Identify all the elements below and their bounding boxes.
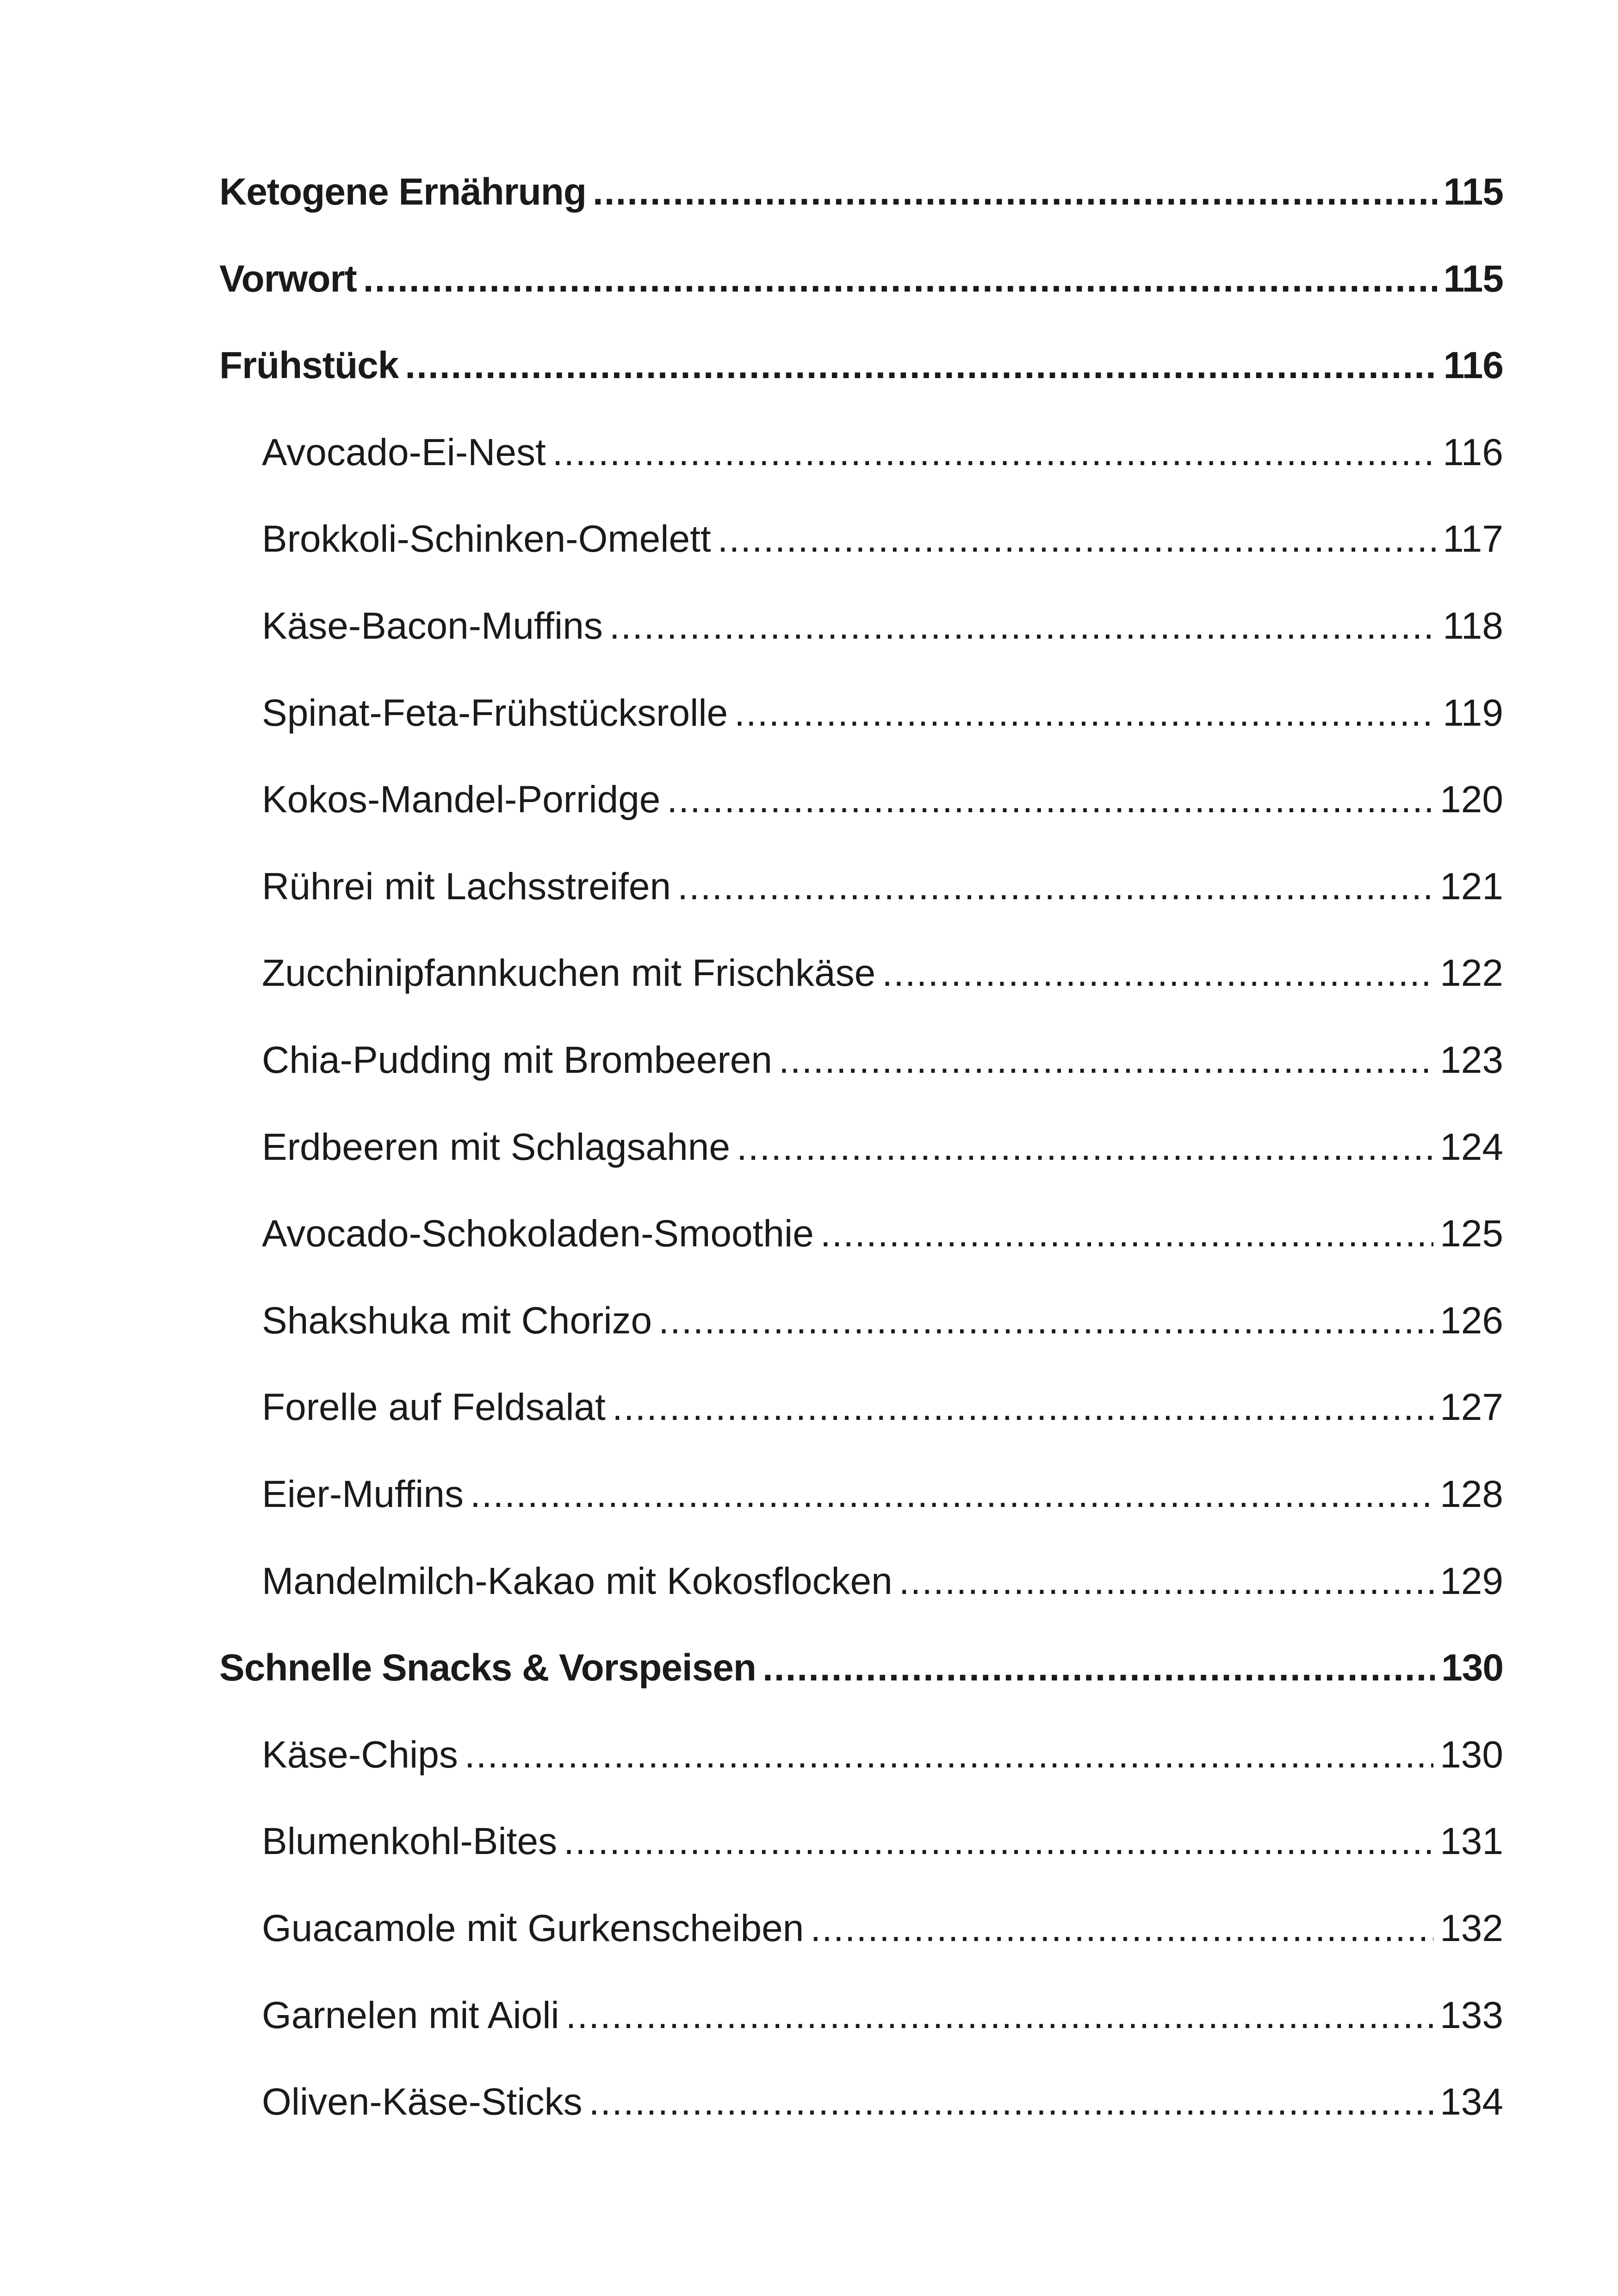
toc-recipe-entry[interactable] <box>219 685 1503 741</box>
toc-dot-leader <box>593 164 1437 220</box>
toc-dot-leader <box>552 425 1437 480</box>
toc-dot-leader <box>658 1293 1433 1349</box>
toc-dot-leader <box>612 1380 1433 1435</box>
toc-entry-page-number: 123 <box>1440 1039 1503 1081</box>
toc-chapter-entry[interactable] <box>219 251 1503 307</box>
toc-dot-leader <box>763 1640 1435 1696</box>
toc-dot-leader <box>465 1727 1433 1783</box>
toc-entry-title: Avocado-Ei-Nest <box>262 431 546 473</box>
toc-dot-leader <box>609 598 1436 654</box>
toc-entry-page-number: 116 <box>1443 344 1503 386</box>
toc-entry-page-number: 133 <box>1440 1994 1503 2036</box>
toc-dot-leader <box>899 1554 1433 1609</box>
toc-dot-leader <box>779 1033 1433 1088</box>
toc-entry-page-number: 132 <box>1440 1907 1503 1949</box>
toc-recipe-entry[interactable] <box>219 425 1503 480</box>
toc-entry-title: Rührei mit Lachsstreifen <box>262 865 671 908</box>
toc-chapter-entry[interactable] <box>219 164 1503 220</box>
toc-entry-title: Käse-Chips <box>262 1734 458 1776</box>
toc-entry-title: Oliven-Käse-Sticks <box>262 2081 583 2123</box>
toc-recipe-entry[interactable] <box>219 1467 1503 1522</box>
toc-entry-page-number: 134 <box>1440 2081 1503 2123</box>
toc-entry-title: Guacamole mit Gurkenscheiben <box>262 1907 804 1949</box>
toc-dot-leader <box>677 859 1433 915</box>
toc-entry-page-number: 116 <box>1443 431 1503 473</box>
toc-entry-page-number: 117 <box>1443 518 1503 560</box>
toc-entry-page-number: 122 <box>1440 952 1503 994</box>
toc-entry-title: Frühstück <box>219 344 399 386</box>
toc-entry-title: Kokos-Mandel-Porridge <box>262 778 661 821</box>
toc-recipe-entry[interactable] <box>219 1293 1503 1349</box>
toc-entry-title: Avocado-Schokoladen-Smoothie <box>262 1213 814 1255</box>
toc-entry-page-number: 115 <box>1443 258 1503 300</box>
toc-chapter-entry[interactable] <box>219 1640 1503 1696</box>
toc-dot-leader <box>667 772 1433 828</box>
toc-entry-title: Shakshuka mit Chorizo <box>262 1300 652 1342</box>
toc-entry-page-number: 129 <box>1440 1560 1503 1602</box>
toc-recipe-entry[interactable] <box>219 946 1503 1001</box>
toc-entry-title: Spinat-Feta-Frühstücksrolle <box>262 692 728 734</box>
toc-recipe-entry[interactable] <box>219 2074 1503 2130</box>
toc-dot-leader <box>564 1814 1433 1869</box>
toc-entry-page-number: 130 <box>1441 1647 1503 1689</box>
toc-dot-leader <box>405 338 1437 393</box>
toc-recipe-entry[interactable] <box>219 1120 1503 1175</box>
toc-entry-title: Ketogene Ernährung <box>219 171 586 213</box>
toc-entry-page-number: 126 <box>1440 1300 1503 1342</box>
toc-recipe-entry[interactable] <box>219 1901 1503 1956</box>
toc-entry-title: Erdbeeren mit Schlagsahne <box>262 1126 730 1168</box>
toc-entry-title: Chia-Pudding mit Brombeeren <box>262 1039 772 1081</box>
toc-entry-page-number: 124 <box>1440 1126 1503 1168</box>
toc-chapter-entry[interactable] <box>219 338 1503 393</box>
toc-dot-leader <box>810 1901 1433 1956</box>
toc-entry-page-number: 120 <box>1440 778 1503 821</box>
toc-entry-page-number: 127 <box>1440 1386 1503 1428</box>
toc-entry-title: Garnelen mit Aioli <box>262 1994 559 2036</box>
toc-entry-page-number: 131 <box>1440 1820 1503 1862</box>
toc-entry-page-number: 130 <box>1440 1734 1503 1776</box>
toc-entry-page-number: 118 <box>1443 605 1503 647</box>
toc-entry-title: Vorwort <box>219 258 357 300</box>
toc-dot-leader <box>734 685 1436 741</box>
toc-dot-leader <box>470 1467 1433 1522</box>
toc-recipe-entry[interactable] <box>219 1380 1503 1435</box>
toc-recipe-entry[interactable] <box>219 772 1503 828</box>
toc-entry-page-number: 128 <box>1440 1473 1503 1515</box>
toc-entry-page-number: 115 <box>1443 171 1503 213</box>
toc-recipe-entry[interactable] <box>219 1988 1503 2043</box>
toc-dot-leader <box>718 511 1437 567</box>
toc-entry-title: Mandelmilch-Kakao mit Kokosflocken <box>262 1560 893 1602</box>
toc-entry-page-number: 119 <box>1443 692 1503 734</box>
toc-entry-title: Eier-Muffins <box>262 1473 464 1515</box>
toc-dot-leader <box>737 1120 1433 1175</box>
toc-entry-page-number: 121 <box>1440 865 1503 908</box>
toc-recipe-entry[interactable] <box>219 1206 1503 1262</box>
toc-recipe-entry[interactable] <box>219 598 1503 654</box>
toc-entry-title: Zucchinipfannkuchen mit Frischkäse <box>262 952 876 994</box>
toc-dot-leader <box>566 1988 1434 2043</box>
toc-dot-leader <box>363 251 1437 307</box>
toc-recipe-entry[interactable] <box>219 1033 1503 1088</box>
toc-entry-page-number: 125 <box>1440 1213 1503 1255</box>
toc-dot-leader <box>589 2074 1434 2130</box>
toc-entry-title: Forelle auf Feldsalat <box>262 1386 606 1428</box>
toc-dot-leader <box>820 1206 1433 1262</box>
toc-recipe-entry[interactable] <box>219 859 1503 915</box>
toc-entry-title: Blumenkohl-Bites <box>262 1820 558 1862</box>
toc-entry-title: Brokkoli-Schinken-Omelett <box>262 518 711 560</box>
toc-recipe-entry[interactable] <box>219 1727 1503 1783</box>
toc-recipe-entry[interactable] <box>219 1554 1503 1609</box>
toc-recipe-entry[interactable] <box>219 511 1503 567</box>
toc-entry-title: Käse-Bacon-Muffins <box>262 605 603 647</box>
toc-entry-title: Schnelle Snacks & Vorspeisen <box>219 1647 756 1689</box>
toc-recipe-entry[interactable] <box>219 1814 1503 1869</box>
toc-dot-leader <box>882 946 1433 1001</box>
